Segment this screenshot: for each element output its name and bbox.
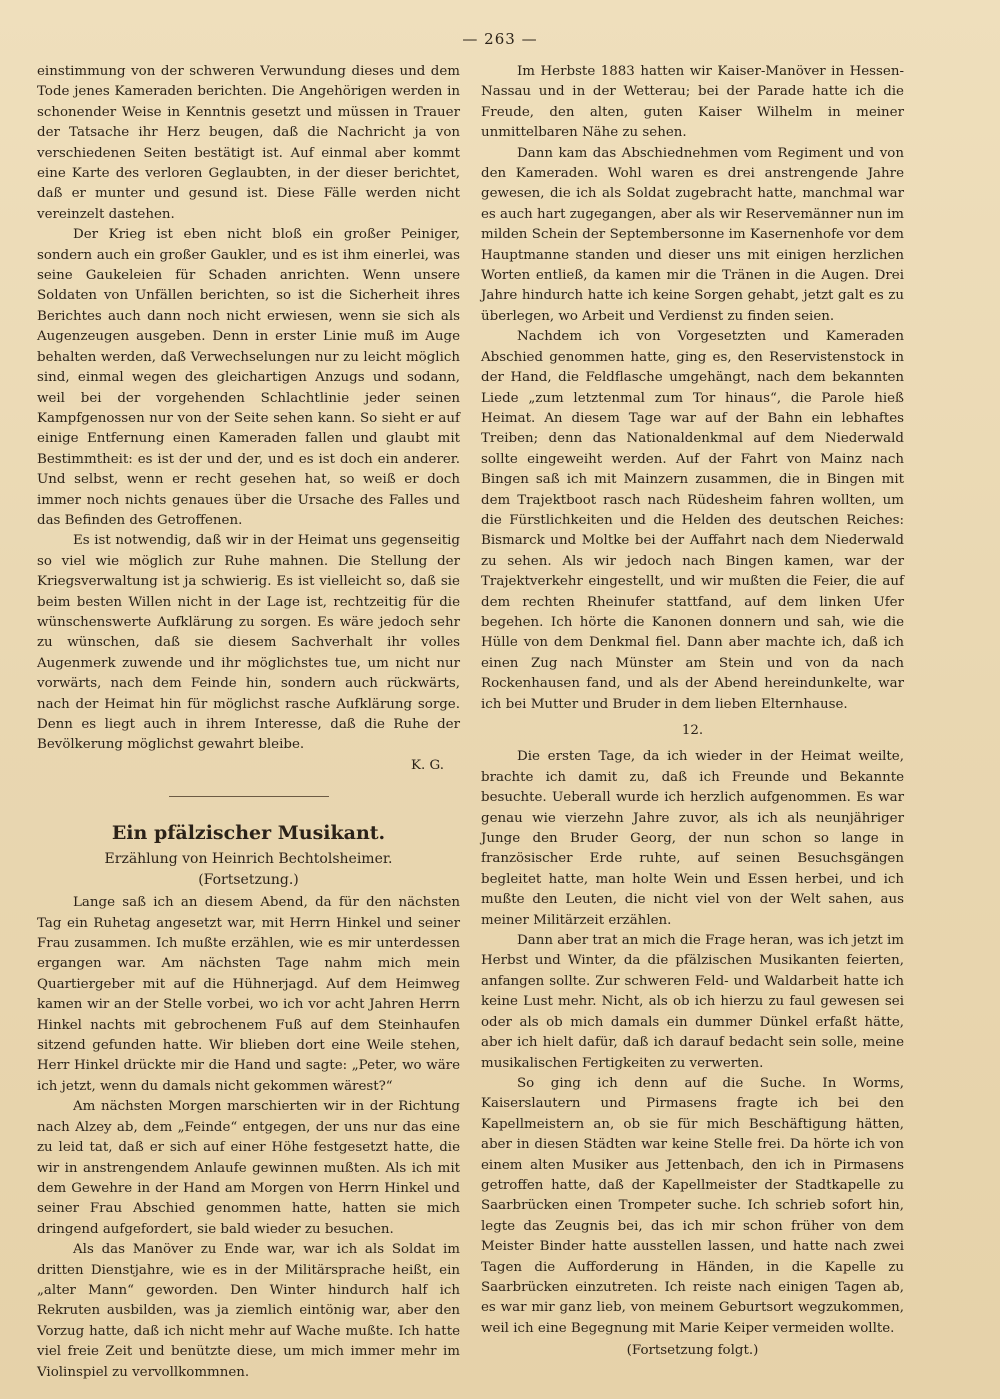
signature-line [37, 756, 460, 776]
paragraph: Am nächsten Morgen marschierten wir in der Richtung nach Alzey ab, dem „Feinde“ entgegen, der uns nur das eine zu leid tat, daß er sich auf einer Höhe festgesetzt hatte, die wir in anstrengendem Anlaufe gewinnen mußten. Als ich mit dem Gewehre in der Hand am Morgen von Herrn Hinkel und seiner Frau Abschied genommen hatte, hatten sie mich dringend aufgefordert, sie bald wieder zu besuchen. [37, 1099, 460, 1237]
to-be-continued-note: (Fortsetzung folgt.) [626, 1343, 759, 1359]
paragraph: einstimmung von der schweren Verwundung dieses und dem Tode jenes Kameraden berichten. Die Angehörigen werden in schonender Weise in Kenntnis gesetzt und müssen in Trauer der Tatsache ihr Herz beugen, daß die Nachricht ja von verschiedenen Seiten bestätigt ist. Auf einmal aber kommt eine Karte des verloren Geglaubten, in der dieser berichtet, daß er munter und gesund ist. Diese Fälle werden nicht vereinzelt dastehen. [37, 64, 460, 222]
paragraph: Lange saß ich an diesem Abend, da für den nächsten Tag ein Ruhetag angesetzt war, mit Herrn Hinkel und seiner Frau zusammen. Ich mußte erzählen, wie es mir unterdessen ergangen war. Am nächsten Tage nahm mich mein Quartiergeber mit auf die Hühnerjagd. Auf dem Heimweg kamen wir an der Stelle vorbei, wo ich vor acht Jahren Herrn Hinkel nachts mit gebrochenem Fuß auf dem Steinhaufen sitzend gefunden hatte. Wir blieben dort eine Weile stehen, Herr Hinkel drückte mir die Hand und sagte: „Peter, wo wäre ich jetzt, wenn du damals nicht gekommen wärest?“ [37, 895, 460, 1094]
chapter-number: 12. [681, 723, 704, 738]
paragraph: Der Krieg ist eben nicht bloß ein großer Peiniger, sondern auch ein großer Gaukler, und es ist ihm einerlei, was seine Gaukeleien für Schaden anrichten. Wenn unsere Soldaten von Unfällen berichten, so ist die Sicherheit ihres Berichtes auch dann noch nicht erwiesen, wenn sie sich als Augenzeugen ausgeben. Denn in erster Linie muß im Auge behalten werden, daß Verwechselungen nur zu leicht möglich sind, einmal wegen des gleichartigen Anzugs und sodann, weil bei der vorgehenden Schlachtlinie jeder seinen Kampfgenossen nur von der Seite sehen kann. So sieht er auf einige Entfernung einen Kameraden fallen und glaubt mit Bestimmtheit: es ist der und der, und es ist doch ein anderer. Und selbst, wenn er recht gesehen hat, so weiß er doch immer noch nichts genaues über die Ursache des Falles und das Befinden des Getroffenen. [37, 227, 460, 528]
story-title: Ein pfälzischer Musikant. [111, 822, 386, 845]
paragraph: Nachdem ich von Vorgesetzten und Kameraden Abschied genommen hatte, ging es, den Reservistenstock in der Hand, die Feldflasche umgehängt, nach dem bekannten Liede „zum letztenmal zum Tor hinaus“, die Parole hieß Heimat. An diesem Tage war auf der Bahn ein lebhaftes Treiben; denn das Nationaldenkmal auf dem Niederwald sollte eingeweiht werden. Auf der Fahrt von Mainz nach Bingen saß ich mit Mainzern zusammen, die in Bingen mit dem Trajektboot rasch nach Rüdesheim fahren wollten, um die Fürstlichkeiten und die Helden des deutschen Reiches: Bismarck und Moltke bei der Auffahrt nach dem Niederwald zu sehen. Als wir jedoch nach Bingen kamen, war der Trajektverkehr eingestellt, und wir mußten die Feier, die auf dem rechten Rheinufer stattfand, auf dem linken Ufer begehen. Ich hörte die Kanonen donnern und sah, wie die Hülle von dem Denkmal fiel. Dann aber machte ich, daß ich einen Zug nach Münster am Stein und von da nach Rockenhausen fand, und als der Abend hereindunkelte, war ich bei Mutter und Bruder in dem lieben Elternhause. [481, 329, 904, 712]
paragraph: Dann kam das Abschiednehmen vom Regiment und von den Kameraden. Wohl waren es drei anstrengende Jahre gewesen, die ich als Soldat zugebracht hatte, manchmal war es auch hart zugegangen, aber als wir Reservemänner nun im milden Schein der Septembersonne im Kasernenhofe vor dem Hauptmanne standen und dieser uns mit einigen herzlichen Worten entließ, da kamen mir die Tränen in die Augen. Drei Jahre hindurch hatte ich keine Sorgen gehabt, jetzt galt es zu überlegen, wo Arbeit und Verdienst zu finden seien. [481, 145, 904, 324]
paragraph: Im Herbste 1883 hatten wir Kaiser-Manöver in Hessen-Nassau und in der Wetterau; bei der Parade hatte ich die Freude, den alten, guten Kaiser Wilhelm in meiner unmittelbaren Nähe zu sehen. [481, 64, 904, 141]
paragraph: Es ist notwendig, daß wir in der Heimat uns gegenseitig so viel wie möglich zur Ruhe mahnen. Die Stellung der Kriegsverwaltung ist ja schwierig. Es ist vielleicht so, daß sie beim besten Willen nicht in der Lage ist, rechtzeitig für die wünschenswerte Aufklärung zu sorgen. Es wäre jedoch sehr zu wünschen, daß sie diesem Sachverhalt ihr volles Augenmerk zuwende und ihr möglichstes tue, um nicht nur vorwärts, nach dem Feinde hin, sondern auch rückwärts, nach der Heimat hin für möglichst rasche Aufklärung sorge. Denn es liegt auch in ihrem Interesse, daß die Ruhe der Bevölkerung möglichst gewahrt bleibe. [37, 533, 460, 753]
page-number: — 263 — [462, 30, 538, 48]
right-column [481, 62, 904, 1362]
left-column [37, 62, 460, 1383]
story-subtitle: Erzählung von Heinrich Bechtolsheimer. [104, 851, 393, 868]
continuation-note: (Fortsetzung.) [198, 872, 299, 889]
paragraph: So ging ich denn auf die Suche. In Worms, Kaiserslautern und Pirmasens fragte ich bei den Kapellmeistern an, ob sie für mich Beschäftigung hätten, aber in diesen Städten war keine Stelle frei. Da hörte ich von einem alten Musiker aus Jettenbach, den ich in Pirmasens getroffen hatte, daß der Kapellmeister der Stadtkapelle zu Saarbrücken einen Trompeter suche. Ich schrieb sofort hin, legte das Zeugnis bei, das ich mir schon früher von dem Meister Binder hatte ausstellen lassen, und hatte nach zwei Tagen die Aufforderung in Händen, in die Kapelle zu Saarbrücken einzutreten. Ich reiste nach einigen Tagen ab, es war mir ganz lieb, von meinem Geburtsort wegzukommen, weil ich eine Begegnung mit Marie Keiper vermeiden wollte. [481, 1075, 904, 1336]
paragraph: Als das Manöver zu Ende war, war ich als Soldat im dritten Dienstjahre, wie es in der Militärsprache heißt, ein „alter Mann“ geworden. Den Winter hindurch half ich Rekruten ausbilden, was ja ziemlich eintönig war, aber den Vorzug hatte, daß ich nicht mehr auf Wache mußte. Ich hatte viel freie Zeit und benützte diese, um mich immer mehr im Violinspiel zu vervollkommnen. [37, 1242, 460, 1380]
section-divider [169, 796, 329, 797]
paragraph: Die ersten Tage, da ich wieder in der Heimat weilte, brachte ich damit zu, daß ich Freunde und Bekannte besuchte. Ueberall wurde ich herzlich aufgenommen. Es war genau wie vierzehn Jahre zuvor, als ich als neunjähriger Junge den Bruder Georg, der nun schon so lange in französischer Erde ruhte, auf seinen Besuchsgängen begleitet hatte, man holte Wein und Essen herbei, und ich mußte den Leuten, die nicht viel von der Welt sahen, aus meiner Militärzeit erzählen. [481, 749, 904, 928]
author-signature: K. G. [411, 757, 444, 773]
paragraph: Dann aber trat an mich die Frage heran, was ich jetzt im Herbst und Winter, da die pfälzischen Musikanten feierten, anfangen sollte. Zur schweren Feld- und Waldarbeit hatte ich keine Lust mehr. Nicht, als ob ich hierzu zu faul gewesen sei oder als ob mich damals ein dummer Dünkel erfaßt hätte, aber ich hielt dafür, daß ich darauf bedacht sein solle, meine musikalischen Fertigkeiten zu verwerten. [481, 933, 904, 1071]
